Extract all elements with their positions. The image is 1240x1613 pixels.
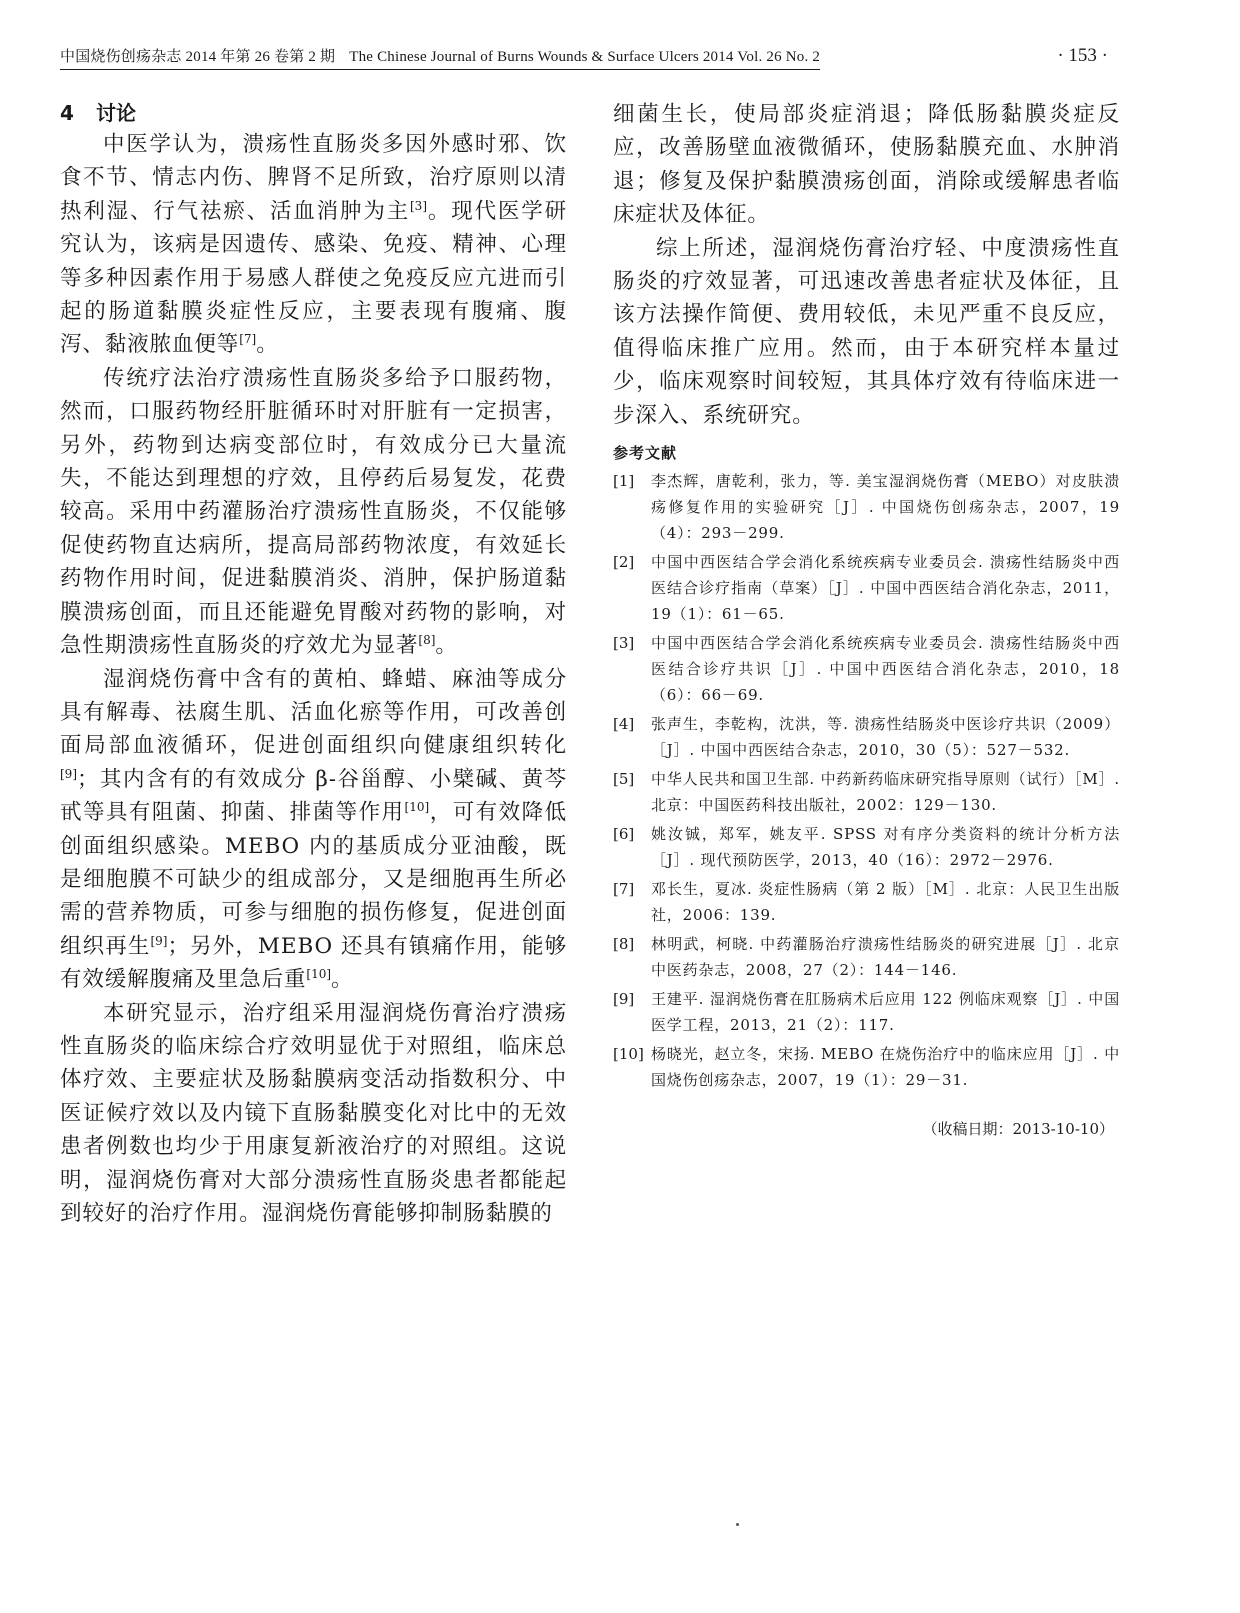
paragraph-text: 。 — [256, 332, 279, 358]
section-title: 讨论 — [96, 101, 136, 125]
reference-text: 中华人民共和国卫生部. 中药新药临床研究指导原则（试行）［M］. 北京：中国医药科技出版社，2002：129－130. — [651, 770, 1120, 815]
reference-label: [7] — [613, 880, 635, 899]
paragraph — [60, 663, 567, 997]
reference-list — [613, 468, 1120, 1093]
reference-label: [9] — [613, 990, 635, 1009]
reference-item — [613, 711, 1120, 763]
journal-title-en: The Chinese Journal of Burns Wounds & Surface Ulcers 2014 Vol. 26 No. 2 — [349, 49, 821, 65]
paragraph-text: 。现代医学研究认为，该病是因遗传、感染、免疫、精神、心理等多种因素作用于易感人群使之免疫反应亢进而引起的肠道黏膜炎症性反应，主要表现有腹痛、腹泻、黏液脓血便等 — [60, 198, 567, 358]
reference-text: 邓长生，夏冰. 炎症性肠病（第 2 版）［M］. 北京：人民卫生出版社，2006：139. — [651, 880, 1120, 925]
citation-superscript: [10] — [404, 800, 430, 815]
paragraph-text: 湿润烧伤膏中含有的黄柏、蜂蜡、麻油等成分具有解毒、祛腐生肌、活血化瘀等作用，可改善创面局部血液循环，促进创面组织向健康组织转化 — [60, 666, 567, 759]
citation-superscript: [9] — [150, 933, 168, 948]
reference-item — [613, 766, 1120, 818]
paragraph — [613, 98, 1120, 232]
reference-label: [2] — [613, 553, 635, 572]
references-heading: 参考文献 — [613, 444, 678, 463]
reference-label: [10] — [613, 1045, 644, 1064]
paragraph-text: ；其内含有的有效成分 β-谷甾醇、小檗碱、黄芩甙等具有阻菌、抑菌、排菌等作用 — [60, 766, 567, 826]
journal-citation — [60, 46, 820, 70]
reference-item — [613, 630, 1120, 708]
reference-item — [613, 931, 1120, 983]
right-column — [613, 98, 1120, 1141]
paragraph-text: 中医学认为，溃疡性直肠炎多因外感时邪、饮食不节、情志内伤、脾肾不足所致，治疗原则以清热利湿、行气祛瘀、活血消肿为主 — [60, 132, 567, 224]
reference-item — [613, 468, 1120, 546]
paragraph-text: 。 — [435, 633, 458, 659]
reference-text: 中国中西医结合学会消化系统疾病专业委员会. 溃疡性结肠炎中西医结合诊疗指南（草案）［J］. 中国中西医结合消化杂志，2011，19（1）：61－65. — [651, 553, 1120, 624]
reference-label: [5] — [613, 770, 635, 789]
reference-label: [6] — [613, 825, 635, 844]
citation-superscript: [8] — [418, 633, 436, 648]
reference-label: [3] — [613, 634, 635, 653]
scan-dot — [736, 1523, 739, 1526]
reference-text: 王建平. 湿润烧伤膏在肛肠病术后应用 122 例临床观察［J］. 中国医学工程，2013，21（2）：117. — [651, 990, 1120, 1035]
paragraph-text: 传统疗法治疗溃疡性直肠炎多给予口服药物，然而，口服药物经肝脏循环时对肝脏有一定损害，另外，药物到达病变部位时，有效成分已大量流失，不能达到理想的疗效，且停药后易复发，花费较高。采用中药灌肠治疗溃疡性直肠炎，不仅能够促使药物直达病所，提高局部药物浓度，有效延长药物作用时间，促进黏膜消炎、消肿，保护肠道黏膜溃疡创面，而且还能避免胃酸对药物的影响，对急性期溃疡性直肠炎的疗效尤为显著 — [60, 365, 567, 659]
reference-item — [613, 549, 1120, 627]
reference-text: 李杰辉，唐乾利，张力，等. 美宝湿润烧伤膏（MEBO）对皮肤溃疡修复作用的实验研究［J］. 中国烧伤创疡杂志，2007，19（4）：293－299. — [651, 472, 1120, 543]
journal-title-cn: 中国烧伤创疡杂志 2014 年第 26 卷第 2 期 — [60, 49, 336, 65]
reference-label: [1] — [613, 472, 635, 491]
paragraph-text: ，可有效降低创面组织感染。MEBO 内的基质成分亚油酸，既是细胞膜不可缺少的组成部分，又是细胞再生所必需的营养物质，可参与细胞的损伤修复，促进创面组织再生 — [60, 800, 567, 959]
reference-label: [8] — [613, 935, 635, 954]
citation-superscript: [7] — [239, 332, 257, 347]
left-column — [60, 98, 567, 1230]
reference-item — [613, 876, 1120, 928]
paragraph-text: 综上所述，湿润烧伤膏治疗轻、中度溃疡性直肠炎的疗效显著，可迅速改善患者症状及体征，且该方法操作简便、费用较低，未见严重不良反应，值得临床推广应用。然而，由于本研究样本量过少，临床观察时间较短，其具体疗效有待临床进一步深入、系统研究。 — [613, 235, 1120, 428]
citation-superscript: [9] — [60, 766, 77, 781]
paragraph-text: 本研究显示，治疗组采用湿润烧伤膏治疗溃疡性直肠炎的临床综合疗效明显优于对照组，临床总体疗效、主要症状及肠黏膜病变活动指数积分、中医证候疗效以及内镜下直肠黏膜变化对比中的无效患者例数也均少于用康复新液治疗的对照组。这说明，湿润烧伤膏对大部分溃疡性直肠炎患者都能起到较好的治疗作用。湿润烧伤膏能够抑制肠黏膜的 — [60, 1000, 567, 1226]
paragraph — [60, 362, 567, 663]
right-body-text — [613, 98, 1120, 432]
reference-item — [613, 821, 1120, 873]
received-date: （收稿日期：2013-10-10） — [922, 1120, 1114, 1139]
section-number: 4 — [60, 101, 74, 125]
running-header — [60, 46, 1120, 72]
reference-text: 杨晓光，赵立冬，宋扬. MEBO 在烧伤治疗中的临床应用［J］. 中国烧伤创疡杂志，2007，19（1）：29－31. — [651, 1045, 1120, 1090]
paragraph — [613, 232, 1120, 432]
paragraph-text: 细菌生长，使局部炎症消退；降低肠黏膜炎症反应，改善肠壁血液微循环，使肠黏膜充血、水肿消退；修复及保护黏膜溃疡创面，消除或缓解患者临床症状及体征。 — [613, 102, 1120, 228]
reference-text: 姚汝铖，郑军，姚友平. SPSS 对有序分类资料的统计分析方法［J］. 现代预防医学，2013，40（16）：2972－2976. — [651, 825, 1120, 870]
citation-superscript: [3] — [410, 198, 427, 213]
reference-text: 林明武，柯晓. 中药灌肠治疗溃疡性结肠炎的研究进展［J］. 北京中医药杂志，2008，27（2）：144－146. — [651, 935, 1120, 980]
paragraph-text: 。 — [331, 967, 354, 993]
reference-text: 中国中西医结合学会消化系统疾病专业委员会. 溃疡性结肠炎中西医结合诊疗共识［J］. 中国中西医结合消化杂志，2010，18（6）：66－69. — [651, 634, 1120, 705]
paragraph — [60, 997, 567, 1231]
page-number: · 153 · — [1057, 45, 1108, 66]
reference-item — [613, 1041, 1120, 1093]
citation-superscript: [10] — [306, 967, 332, 982]
left-body-text — [60, 128, 567, 1230]
reference-label: [4] — [613, 715, 635, 734]
paragraph-text: ；另外，MEBO 还具有镇痛作用，能够有效缓解腹痛及里急后重 — [60, 933, 567, 993]
section-heading — [60, 98, 567, 128]
paragraph — [60, 128, 567, 362]
reference-text: 张声生，李乾构，沈洪，等. 溃疡性结肠炎中医诊疗共识（2009）［J］. 中国中西医结合杂志，2010，30（5）：527－532. — [651, 715, 1120, 760]
reference-item — [613, 986, 1120, 1038]
